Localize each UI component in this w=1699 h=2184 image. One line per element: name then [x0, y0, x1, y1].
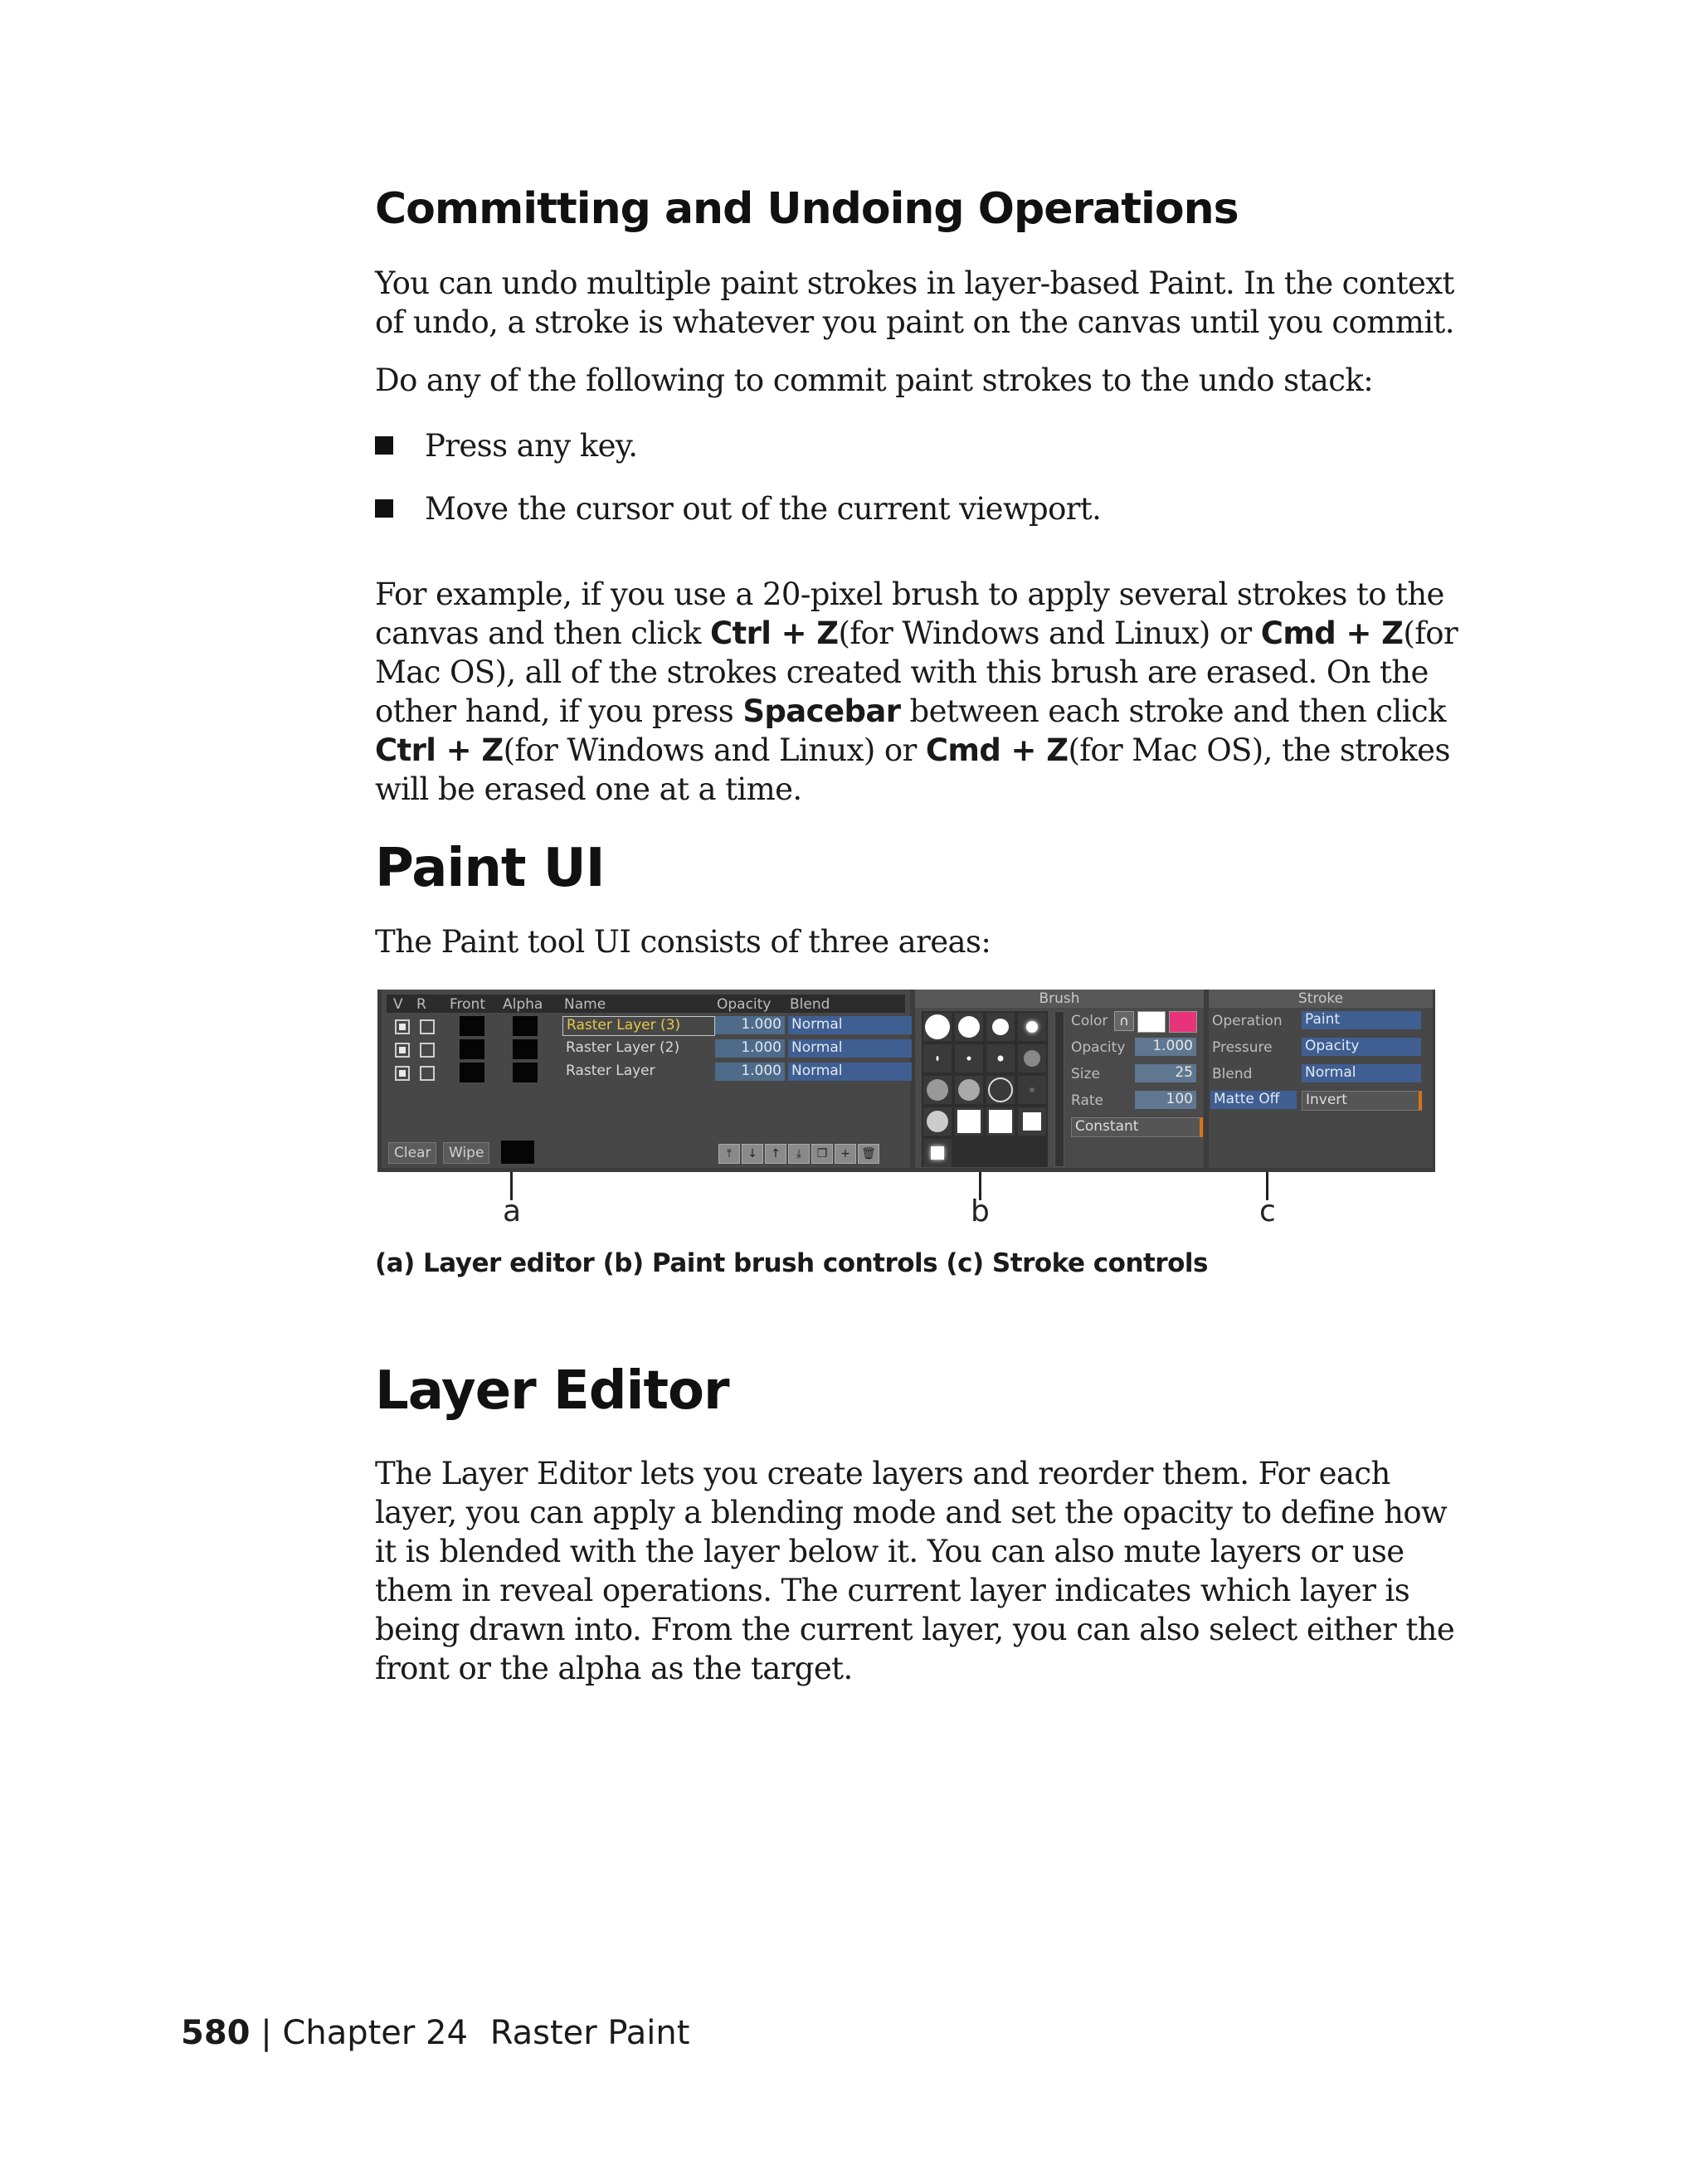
alpha-swatch[interactable] — [513, 1016, 538, 1036]
bullet-text: Press any key. — [425, 428, 638, 464]
brush-preset-ring[interactable] — [986, 1076, 1015, 1104]
bullet-text: Move the cursor out of the current viewport. — [425, 491, 1102, 527]
size-label: Size — [1071, 1066, 1100, 1082]
swap-colors-icon[interactable]: ∩ — [1114, 1011, 1134, 1031]
brush-scrollbar[interactable] — [1054, 1011, 1064, 1167]
commit-intro-paragraph: You can undo multiple paint strokes in layer-based Paint. In the context of undo, a stroke is whatever you paint on the canvas until you commit. — [375, 265, 1454, 340]
page-number: 580 — [181, 2014, 251, 2052]
front-swatch[interactable] — [460, 1063, 484, 1082]
reveal-checkbox[interactable] — [420, 1043, 435, 1058]
blend-label: Blend — [1212, 1066, 1253, 1082]
foreground-color-swatch[interactable] — [1137, 1011, 1166, 1033]
new-layer-icon[interactable]: + — [835, 1144, 856, 1164]
shortcut-ctrl-z: Ctrl + Z — [375, 732, 504, 768]
size-field[interactable]: 25 — [1135, 1064, 1196, 1082]
alpha-swatch[interactable] — [513, 1063, 538, 1082]
brush-controls-panel — [915, 990, 1204, 1168]
commit-lead-paragraph: Do any of the following to commit paint strokes to the undo stack: — [375, 362, 1374, 398]
background-color-swatch[interactable] — [1169, 1011, 1197, 1033]
column-header-blend: Blend — [790, 996, 830, 1013]
shortcut-spacebar: Spacebar — [742, 693, 901, 729]
layer-row[interactable] — [387, 1061, 905, 1084]
layer-blend-dropdown[interactable]: Normal — [788, 1016, 912, 1034]
brush-preset-hard-large[interactable] — [923, 1013, 952, 1041]
operation-label: Operation — [1212, 1013, 1283, 1029]
brush-preset-splatter[interactable] — [1018, 1044, 1046, 1073]
brush-preset-dot[interactable] — [955, 1044, 983, 1073]
matte-dropdown[interactable]: Matte Off — [1210, 1091, 1297, 1109]
shortcut-ctrl-z: Ctrl + Z — [709, 615, 839, 651]
section-heading-paint-ui: Paint UI — [375, 838, 605, 899]
wipe-color-swatch[interactable] — [501, 1141, 534, 1164]
brush-preset-texture-b[interactable] — [955, 1076, 983, 1104]
layer-blend-dropdown[interactable]: Normal — [788, 1063, 912, 1081]
layer-name-cell[interactable]: Raster Layer — [566, 1063, 655, 1079]
column-header-front: Front — [450, 996, 485, 1013]
paint-ui-intro: The Paint tool UI consists of three areas: — [375, 924, 991, 960]
front-swatch[interactable] — [460, 1016, 484, 1036]
brush-preset-texture-a[interactable] — [923, 1076, 952, 1104]
chapter-label: Chapter 24 — [282, 2014, 468, 2052]
brush-preset-star[interactable] — [923, 1107, 952, 1136]
brush-preset-dot-soft[interactable] — [986, 1044, 1015, 1073]
callout-label-c: c — [1259, 1194, 1276, 1228]
callout-label-b: b — [971, 1194, 990, 1228]
section-heading-commit: Committing and Undoing Operations — [375, 184, 1239, 234]
stroke-blend-dropdown[interactable]: Normal — [1302, 1064, 1421, 1082]
reveal-checkbox[interactable] — [420, 1019, 435, 1034]
paint-ui-figure — [377, 990, 1435, 1172]
pressure-label: Pressure — [1212, 1039, 1273, 1056]
rate-field[interactable]: 100 — [1135, 1091, 1196, 1109]
duplicate-layer-icon[interactable]: ❐ — [811, 1144, 833, 1164]
layer-opacity-field[interactable]: 1.000 — [715, 1016, 785, 1034]
reveal-checkbox[interactable] — [420, 1066, 435, 1081]
front-swatch[interactable] — [460, 1039, 484, 1059]
layer-editor-panel — [382, 990, 910, 1168]
page-footer — [181, 2014, 689, 2052]
stroke-controls-panel — [1209, 990, 1433, 1168]
bullet-square-icon — [375, 499, 393, 518]
column-header-name: Name — [564, 996, 606, 1013]
visible-checkbox[interactable] — [395, 1066, 410, 1081]
layer-opacity-field[interactable]: 1.000 — [715, 1039, 785, 1058]
visible-checkbox[interactable] — [395, 1019, 410, 1034]
shortcut-cmd-z: Cmd + Z — [925, 732, 1069, 768]
layer-name-cell[interactable]: Raster Layer (2) — [566, 1039, 680, 1056]
invert-toggle[interactable]: Invert — [1302, 1091, 1422, 1111]
brush-panel-title: Brush — [915, 990, 1204, 1008]
section-heading-layer-editor: Layer Editor — [375, 1360, 729, 1422]
move-layer-bottom-icon[interactable]: ⤓ — [788, 1144, 810, 1164]
layer-row[interactable] — [387, 1014, 905, 1038]
visible-checkbox[interactable] — [395, 1043, 410, 1058]
move-layer-up-icon[interactable]: ↑ — [765, 1144, 786, 1164]
layer-editor-toolbar — [387, 1141, 905, 1164]
alpha-swatch[interactable] — [513, 1039, 538, 1059]
column-header-alpha: Alpha — [503, 996, 543, 1013]
wipe-button[interactable]: Wipe — [443, 1142, 489, 1164]
layer-editor-paragraph: The Layer Editor lets you create layers and reorder them. For each layer, you can apply a blending mode and set the opacity to define how it is blended with the layer below it. You can also mute layers or use them in reveal operations. The current layer indicates which layer is being drawn into. From the current layer, you can also select either the front or the alpha as the target. — [375, 1456, 1455, 1686]
column-header-r: R — [416, 996, 426, 1013]
column-header-v: V — [393, 996, 403, 1013]
delete-layer-icon[interactable]: 🗑 — [858, 1144, 879, 1164]
footer-separator: | — [260, 2014, 283, 2052]
brush-preset-hard-medium[interactable] — [955, 1013, 983, 1041]
move-layer-down-icon[interactable]: ↓ — [742, 1144, 763, 1164]
bullet-square-icon — [375, 436, 393, 455]
brush-preset-hard-small[interactable] — [986, 1013, 1015, 1041]
clear-button[interactable]: Clear — [388, 1142, 436, 1164]
opacity-label: Opacity — [1071, 1039, 1126, 1056]
chapter-title: Raster Paint — [489, 2014, 690, 2052]
column-header-opacity: Opacity — [717, 996, 772, 1013]
brush-preset-soft-small[interactable] — [1018, 1013, 1046, 1041]
operation-dropdown[interactable]: Paint — [1302, 1011, 1421, 1029]
rate-label: Rate — [1071, 1092, 1103, 1109]
rate-mode-dropdown[interactable]: Constant — [1071, 1117, 1203, 1137]
brush-preset-tiny[interactable] — [923, 1044, 952, 1073]
brush-preset-soft-square[interactable] — [923, 1139, 952, 1167]
layer-opacity-field[interactable]: 1.000 — [715, 1063, 785, 1081]
opacity-field[interactable]: 1.000 — [1135, 1038, 1196, 1056]
layer-row[interactable] — [387, 1038, 905, 1061]
commit-example-paragraph: For example, if you use a 20-pixel brush to apply several strokes to the canvas and then click Ctrl + Z(for Windows and Linux) or Cmd + Z(for Mac OS), all of the strokes created with this brush are erased. On the other hand, if you press Spacebar between each stroke and then click Ctrl + Z(for Windows and Linux) or Cmd + Z(for Mac OS), the strokes will be erased one at a time. — [375, 576, 1458, 807]
brush-preset-faint[interactable] — [1018, 1076, 1046, 1104]
move-layer-top-icon[interactable]: ⤒ — [718, 1144, 740, 1164]
stroke-panel-title: Stroke — [1209, 990, 1433, 1008]
layer-table-header — [387, 995, 905, 1013]
brush-preset-square-medium[interactable] — [986, 1107, 1015, 1136]
brush-preset-grid — [922, 1011, 1048, 1167]
shortcut-cmd-z: Cmd + Z — [1260, 615, 1404, 651]
brush-preset-square-small[interactable] — [1018, 1107, 1046, 1136]
brush-preset-square-large[interactable] — [955, 1107, 983, 1136]
pressure-dropdown[interactable]: Opacity — [1302, 1038, 1421, 1056]
color-label: Color — [1071, 1013, 1108, 1029]
figure-caption: (a) Layer editor (b) Paint brush controls (c) Stroke controls — [375, 1248, 1208, 1278]
layer-name-cell[interactable]: Raster Layer (3) — [562, 1016, 715, 1036]
callout-label-a: a — [503, 1194, 522, 1228]
layer-blend-dropdown[interactable]: Normal — [788, 1039, 912, 1058]
